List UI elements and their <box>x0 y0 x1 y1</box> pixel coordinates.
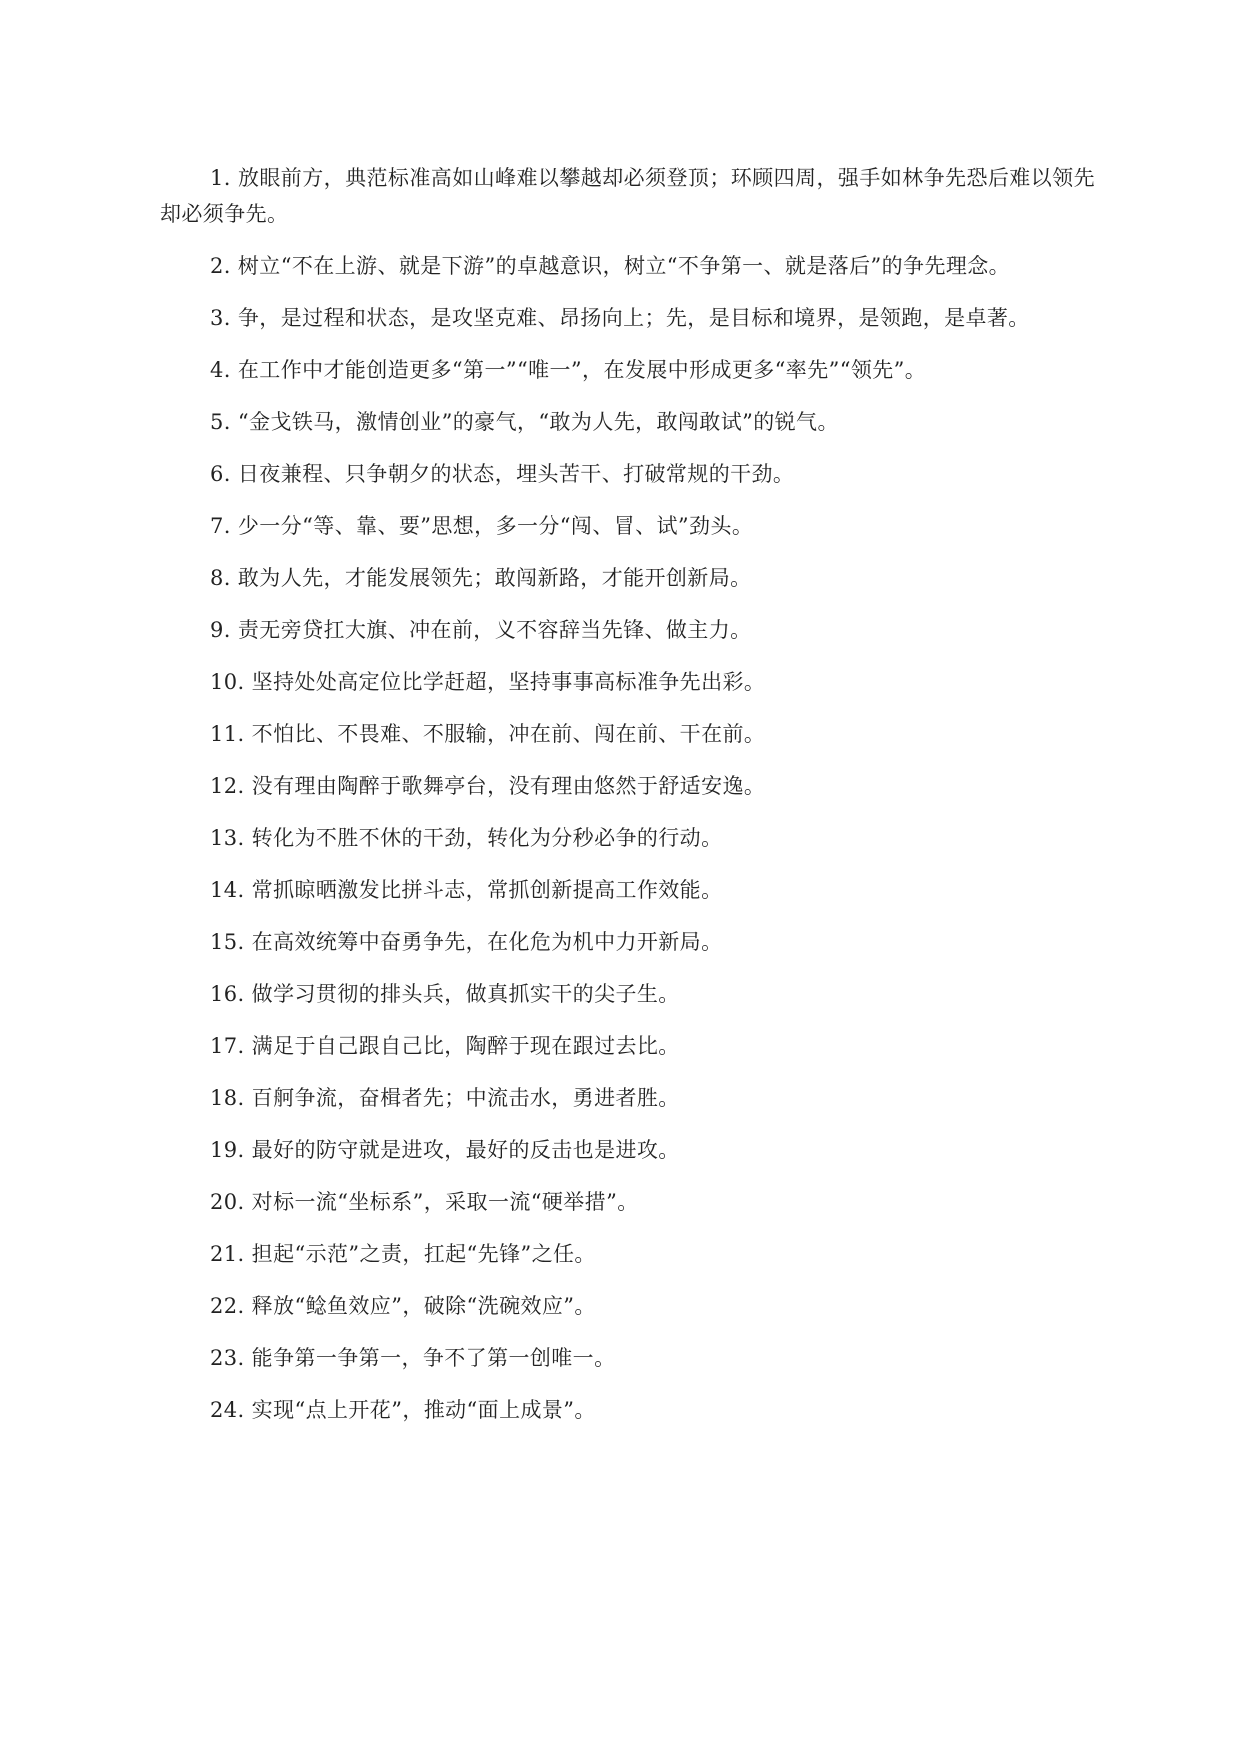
list-item-20: 20. 对标一流“坐标系”，采取一流“硬举措”。 <box>210 1190 639 1214</box>
list-item-2: 2. 树立“不在上游、就是下游”的卓越意识，树立“不争第一、就是落后”的争先理念。 <box>210 254 1011 278</box>
list-item-17: 17. 满足于自己跟自己比，陶醉于现在跟过去比。 <box>210 1034 680 1058</box>
list-item-21: 21. 担起“示范”之责，扛起“先锋”之任。 <box>210 1242 596 1266</box>
list-item-11: 11. 不怕比、不畏难、不服输，冲在前、闯在前、干在前。 <box>210 722 766 746</box>
list-item-12: 12. 没有理由陶醉于歌舞亭台，没有理由悠然于舒适安逸。 <box>210 774 766 798</box>
list-item-23: 23. 能争第一争第一，争不了第一创唯一。 <box>210 1346 616 1370</box>
list-item-7: 7. 少一分“等、靠、要”思想，多一分“闯、冒、试”劲头。 <box>210 514 754 538</box>
list-item-6: 6. 日夜兼程、只争朝夕的状态，埋头苦干、打破常规的干劲。 <box>210 462 795 486</box>
list-item-4: 4. 在工作中才能创造更多“第一”“唯一”，在发展中形成更多“率先”“领先”。 <box>210 358 927 382</box>
list-item-10: 10. 坚持处处高定位比学赶超，坚持事事高标准争先出彩。 <box>210 670 766 694</box>
list-item-5: 5. “金戈铁马，激情创业”的豪气，“敢为人先，敢闯敢试”的锐气。 <box>210 410 839 434</box>
list-item-1: 1. 放眼前方，典范标准高如山峰难以攀越却必须登顶；环顾四周，强手如林争先恐后难以领先却必须争先。 <box>160 166 1095 226</box>
list-item-24: 24. 实现“点上开花”，推动“面上成景”。 <box>210 1398 596 1422</box>
list-item-3: 3. 争，是过程和状态，是攻坚克难、昂扬向上；先，是目标和境界，是领跑，是卓著。 <box>210 306 1030 330</box>
list-item-16: 16. 做学习贯彻的排头兵，做真抓实干的尖子生。 <box>210 982 680 1006</box>
list-item-19: 19. 最好的防守就是进攻，最好的反击也是进攻。 <box>210 1138 680 1162</box>
document-body <box>160 160 1095 1428</box>
list-item-8: 8. 敢为人先，才能发展领先；敢闯新路，才能开创新局。 <box>210 566 752 590</box>
list-item-18: 18. 百舸争流，奋楫者先；中流击水，勇进者胜。 <box>210 1086 680 1110</box>
list-item-9: 9. 责无旁贷扛大旗、冲在前，义不容辞当先锋、做主力。 <box>210 618 752 642</box>
list-item-22: 22. 释放“鲶鱼效应”，破除“洗碗效应”。 <box>210 1294 596 1318</box>
list-item-13: 13. 转化为不胜不休的干劲，转化为分秒必争的行动。 <box>210 826 723 850</box>
list-item-15: 15. 在高效统筹中奋勇争先，在化危为机中力开新局。 <box>210 930 723 954</box>
list-item-14: 14. 常抓晾晒激发比拼斗志，常抓创新提高工作效能。 <box>210 878 723 902</box>
